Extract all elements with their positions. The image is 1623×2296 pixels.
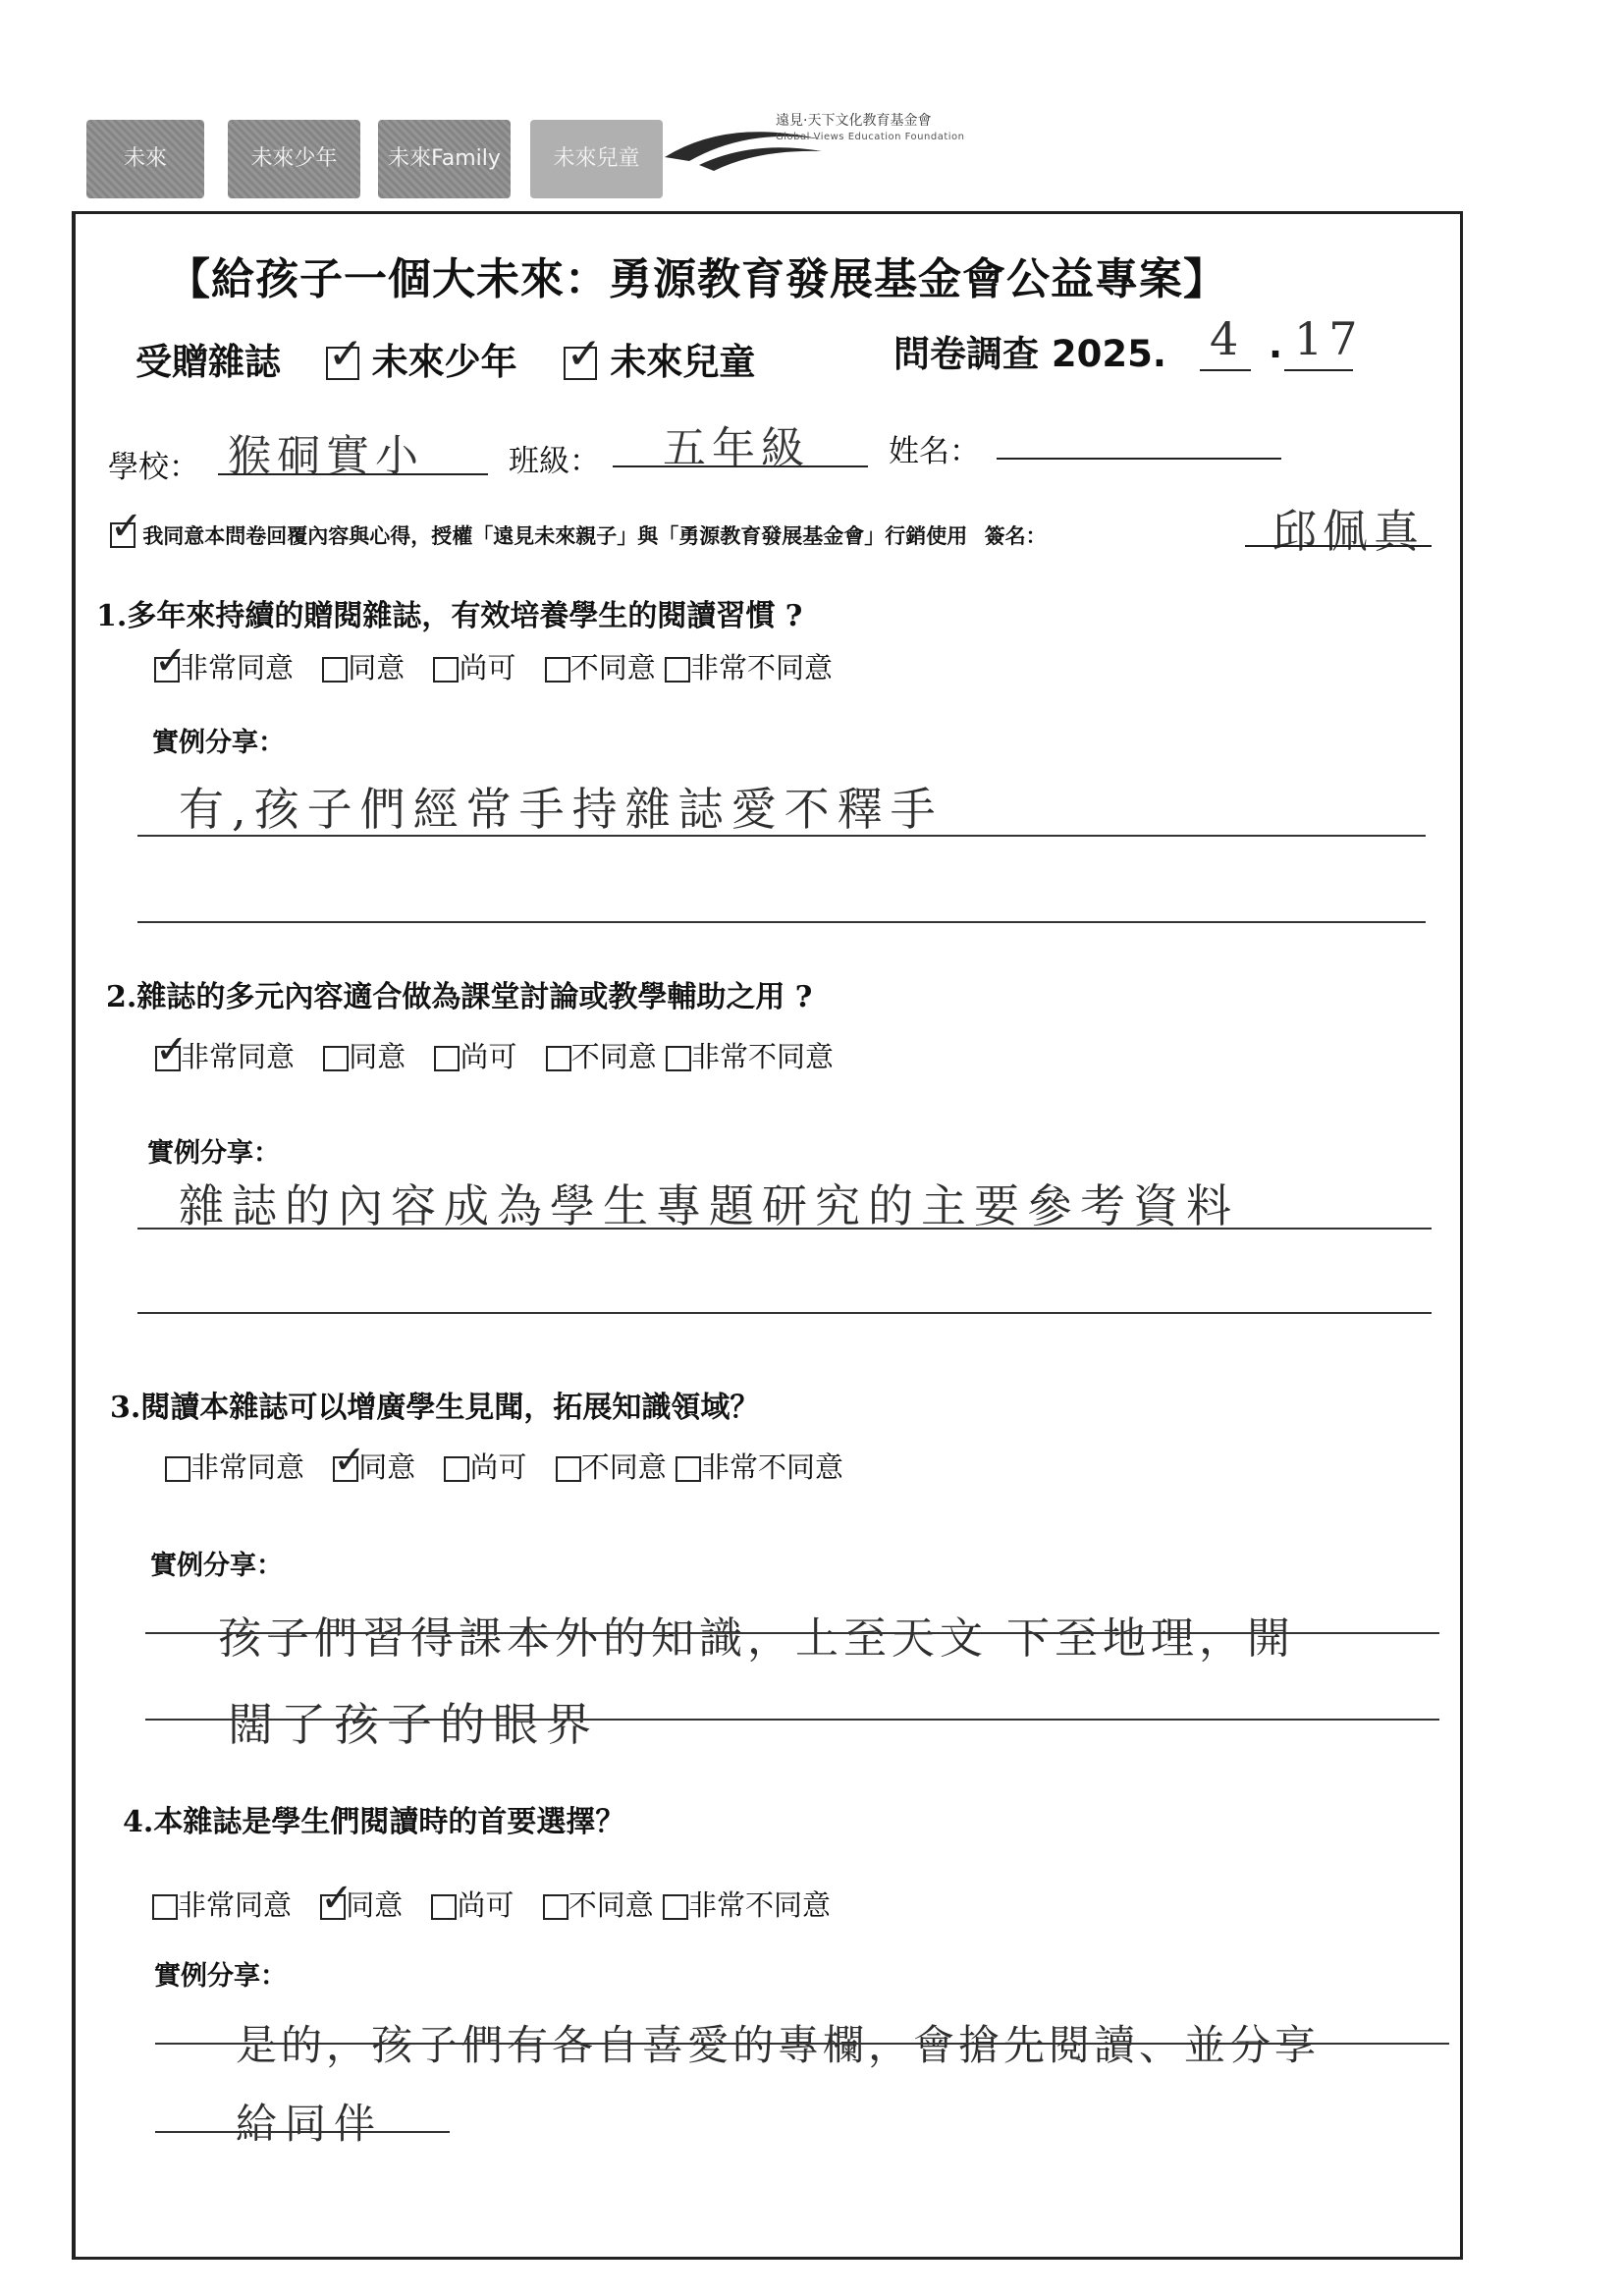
logo-future-teen: 未來少年 <box>228 120 360 198</box>
q2-option-4[interactable]: 不同意 <box>546 1040 657 1073</box>
question-2: 2.雜誌的多元內容適合做為課堂討論或教學輔助之用 ? <box>106 980 813 1014</box>
q3-option-5[interactable]: 非常不同意 <box>676 1450 843 1484</box>
q1-checkbox-2[interactable] <box>322 657 348 683</box>
q3-answer-line-2[interactable]: 闊了孩子的眼界 <box>228 1698 599 1751</box>
foundation-name: 遠見·天下文化教育基金會 <box>776 113 932 129</box>
q2-example-label: 實例分享： <box>147 1138 280 1169</box>
survey-date <box>893 324 1166 377</box>
q3-option-1[interactable]: 非常同意 <box>165 1450 304 1484</box>
q1-checkbox-1[interactable] <box>154 638 188 683</box>
q1-checkbox-4[interactable] <box>545 657 570 683</box>
form-title: 【給孩子一個大未來：勇源教育發展基金會公益專案】 <box>167 254 1227 304</box>
check-mark-icon: ✓ <box>110 504 143 549</box>
name-underline <box>997 458 1281 460</box>
survey-month: 4 <box>1210 312 1245 365</box>
question-3-options <box>165 1438 863 1486</box>
q4-checkbox-5[interactable] <box>663 1894 688 1920</box>
class-value[interactable]: 五年級 <box>663 423 810 473</box>
q1-answer-rule-1 <box>137 835 1426 837</box>
signature[interactable]: 邱佩真 <box>1271 505 1425 558</box>
logo-future-kids: 未來兒童 <box>530 120 663 198</box>
question-3: 3.閱讀本雜誌可以增廣學生見聞，拓展知識領域？ <box>110 1391 760 1425</box>
check-mark-icon: ✓ <box>154 638 188 683</box>
q3-answer-rule-1 <box>145 1632 1439 1634</box>
q1-checkbox-5[interactable] <box>665 657 690 683</box>
name-label: 姓名： <box>889 434 980 469</box>
magazine-row <box>135 329 756 385</box>
q4-checkbox-1[interactable] <box>152 1894 178 1920</box>
sign-label: 簽名： <box>984 524 1047 548</box>
q4-option-5[interactable]: 非常不同意 <box>663 1888 831 1922</box>
check-mark-icon: ✓ <box>333 1438 366 1483</box>
q4-answer-rule-2 <box>155 2131 450 2133</box>
school-value[interactable]: 猴硐實小 <box>228 431 424 481</box>
survey-day-underline <box>1284 369 1353 371</box>
q2-option-2[interactable]: 同意 <box>323 1040 406 1073</box>
q3-checkbox-4[interactable] <box>556 1456 581 1482</box>
q2-answer-line-1[interactable]: 雜誌的內容成為學生專題研究的主要參考資料 <box>179 1179 1239 1232</box>
check-mark-icon: ✓ <box>327 329 364 379</box>
q1-option-3[interactable]: 尚可 <box>433 651 515 684</box>
q2-option-3[interactable]: 尚可 <box>434 1040 516 1073</box>
survey-label: 問卷調查 2025. <box>893 333 1166 375</box>
q1-answer-line-1[interactable]: 有,孩子們經常手持雜誌愛不釋手 <box>179 783 944 836</box>
question-2-options <box>155 1027 853 1075</box>
q2-checkbox-5[interactable] <box>666 1046 691 1071</box>
consent-row <box>110 504 1047 550</box>
question-1-options <box>154 638 852 686</box>
signature-underline <box>1245 545 1432 547</box>
q4-checkbox-2[interactable] <box>320 1876 353 1921</box>
check-mark-icon: ✓ <box>155 1027 189 1072</box>
q4-option-1[interactable]: 非常同意 <box>152 1888 292 1922</box>
foundation-name-en: Global Views Education Foundation <box>776 132 965 142</box>
q4-option-3[interactable]: 尚可 <box>431 1888 514 1922</box>
magazine-2-label: 未來兒童 <box>610 341 756 383</box>
q4-option-2[interactable]: ✓ 同意 <box>320 1876 404 1922</box>
q3-answer-rule-2 <box>145 1719 1439 1721</box>
q2-checkbox-3[interactable] <box>434 1046 460 1071</box>
logo-future-family: 未來Family <box>378 120 511 198</box>
class-label: 班級： <box>509 444 600 479</box>
survey-month-underline <box>1200 369 1251 371</box>
q4-answer-rule-1 <box>155 2043 1449 2045</box>
q4-answer-line-1[interactable]: 是的，孩子們有各自喜愛的專欄，會搶先閱讀、並分享 <box>236 2021 1321 2069</box>
gift-label: 受贈雜誌 <box>135 341 281 383</box>
consent-text: 我同意本問卷回覆內容與心得，授權「遠見未來親子」與「勇源教育發展基金會」行銷使用 <box>142 524 968 548</box>
q2-checkbox-1[interactable] <box>155 1027 189 1072</box>
q4-checkbox-3[interactable] <box>431 1894 457 1920</box>
q4-option-4[interactable]: 不同意 <box>543 1888 654 1922</box>
q3-option-2[interactable]: ✓ 同意 <box>333 1438 416 1484</box>
school-label: 學校： <box>108 450 199 485</box>
q2-checkbox-2[interactable] <box>323 1046 349 1071</box>
logo-future: 未來 <box>86 120 204 198</box>
class-underline <box>613 465 868 467</box>
magazine-2-checkbox[interactable] <box>564 329 603 380</box>
q3-option-3[interactable]: 尚可 <box>444 1450 526 1484</box>
q2-option-1[interactable]: ✓ 非常同意 <box>155 1027 296 1073</box>
q3-option-4[interactable]: 不同意 <box>556 1450 667 1484</box>
magazine-1-checkbox[interactable] <box>326 329 364 380</box>
q3-example-label: 實例分享： <box>150 1551 283 1581</box>
magazine-1-label: 未來少年 <box>371 341 517 383</box>
survey-day: 17 <box>1294 312 1364 365</box>
school-underline <box>218 473 488 475</box>
q1-example-label: 實例分享： <box>152 728 285 758</box>
q1-option-2[interactable]: 同意 <box>322 651 405 684</box>
consent-checkbox[interactable] <box>110 504 143 549</box>
check-mark-icon: ✓ <box>566 329 603 379</box>
survey-frame <box>72 211 1463 2260</box>
q4-answer-line-2[interactable]: 給同伴 <box>236 2100 384 2148</box>
q3-checkbox-3[interactable] <box>444 1456 469 1482</box>
q1-option-1[interactable]: ✓ 非常同意 <box>154 638 295 684</box>
q2-answer-rule-2 <box>137 1312 1432 1314</box>
q3-answer-line-1[interactable]: 孩子們習得課本外的知識，上至天文 下至地理，開 <box>218 1613 1295 1664</box>
q2-answer-rule-1 <box>137 1228 1432 1230</box>
q1-option-5[interactable]: 非常不同意 <box>665 651 833 684</box>
q2-option-5[interactable]: 非常不同意 <box>666 1040 834 1073</box>
q3-checkbox-1[interactable] <box>165 1456 190 1482</box>
q4-checkbox-4[interactable] <box>543 1894 568 1920</box>
q1-answer-rule-2 <box>137 921 1426 923</box>
q4-example-label: 實例分享： <box>154 1961 287 1992</box>
q3-checkbox-5[interactable] <box>676 1456 701 1482</box>
date-separator: . <box>1269 324 1283 366</box>
question-1: 1.多年來持續的贈閱雜誌，有效培養學生的閱讀習慣 ? <box>96 599 803 633</box>
q2-checkbox-4[interactable] <box>546 1046 571 1071</box>
q1-checkbox-3[interactable] <box>433 657 459 683</box>
question-4: 4.本雜誌是學生們閱讀時的首要選擇？ <box>123 1805 625 1839</box>
question-4-options <box>152 1876 850 1924</box>
q3-checkbox-2[interactable] <box>333 1438 366 1483</box>
check-mark-icon: ✓ <box>320 1876 353 1921</box>
q1-option-4[interactable]: 不同意 <box>545 651 656 684</box>
